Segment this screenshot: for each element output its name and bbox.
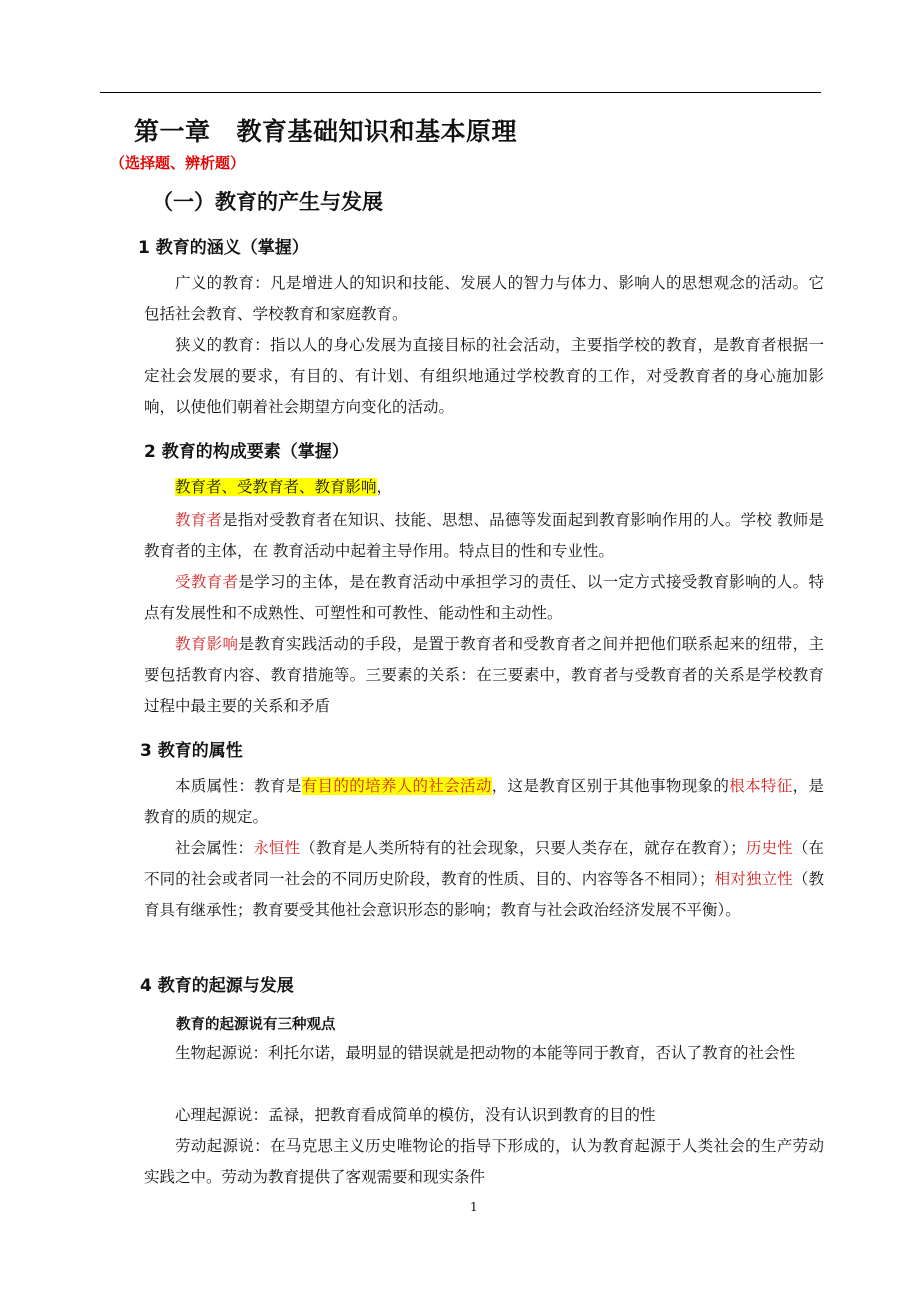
paragraph-psychological-origin: 心理起源说：孟禄，把教育看成简单的模仿，没有认识到教育的目的性 — [175, 1106, 656, 1124]
highlight-social-activity: 社会活动 — [428, 777, 492, 795]
paragraph-elements: 教育者、受教育者、教育影响， — [175, 478, 393, 496]
paragraph-educator: 教育者是指对受教育者在知识、技能、思想、品德等发面起到教育影响作用的人。学校 教师是教育者的主体，在 教育活动中起着主导作用。特点目的性和专业性。 — [144, 511, 824, 560]
chapter-heading — [134, 112, 517, 148]
term-fundamental-feature: 根本特征 — [729, 777, 793, 795]
paragraph-learner: 受教育者是学习的主体，是在教育活动中承担学习的责任、以一定方式接受教育影响的人。特点有发展性和不成熟性、可塑性和可教性、能动性和主动性。 — [144, 573, 824, 622]
term-influence: 教育影响 — [175, 635, 239, 653]
heading-origin: 4 教育的起源与发展 — [140, 976, 294, 996]
heading-components: 2 教育的构成要素（掌握） — [144, 442, 349, 462]
paragraph-influence: 教育影响是教育实践活动的手段，是置于教育者和受教育者之间并把他们联系起来的纽带，主要包括教育内容、教育措施等。三要素的关系：在三要素中，教育者与受教育者的关系是学校教育过程中最主要的关系和矛盾 — [144, 635, 824, 715]
term-educator: 教育者 — [175, 511, 223, 529]
paragraph-labor-origin: 劳动起源说：在马克思主义历史唯物论的指导下形成的，认为教育起源于人类社会的生产劳动实践之中。劳动为教育提供了客观需要和现实条件 — [144, 1137, 824, 1186]
page-number: 1 — [470, 1200, 478, 1214]
header-rule — [100, 92, 821, 93]
term-relative-independence: 相对独立性 — [714, 870, 793, 888]
chapter-number: 第一章 — [134, 117, 211, 146]
chapter-name: 教育基础知识和基本原理 — [236, 117, 518, 146]
highlight-purposeful: 有目的的培养人的 — [301, 777, 429, 795]
subheading-origin-theories: 教育的起源说有三种观点 — [176, 1017, 336, 1033]
section-title: （一）教育的产生与发展 — [152, 189, 383, 214]
heading-definition: 1 教育的涵义（掌握） — [138, 238, 309, 258]
paragraph-essence: 本质属性：教育是有目的的培养人的社会活动，这是教育区别于其他事物现象的根本特征，是教育的质的规定。 — [144, 777, 824, 826]
paragraph-biological-origin: 生物起源说：利托尔诺，最明显的错误就是把动物的本能等同于教育，否认了教育的社会性 — [175, 1044, 796, 1062]
question-types: （选择题、辨析题） — [110, 154, 246, 172]
term-learner: 受教育者 — [175, 573, 239, 591]
term-eternity: 永恒性 — [253, 839, 301, 857]
highlight-elements: 教育者、受教育者、教育影响 — [175, 478, 377, 496]
paragraph-social-attributes: 社会属性：永恒性（教育是人类所特有的社会现象，只要人类存在，就存在教育）；历史性（在不同的社会或者同一社会的不同历史阶段，教育的性质、目的、内容等各不相同）；相对独立性（教育具有继承性；教育要受其他社会意识形态的影响；教育与社会政治经济发展不平衡）。 — [144, 839, 824, 919]
term-historicity: 历史性 — [745, 839, 793, 857]
heading-attributes: 3 教育的属性 — [140, 741, 243, 761]
paragraph-broad-education: 广义的教育：凡是增进人的知识和技能、发展人的智力与体力、影响人的思想观念的活动。它包括社会教育、学校教育和家庭教育。 — [144, 274, 824, 323]
paragraph-narrow-education: 狭义的教育：指以人的身心发展为直接目标的社会活动，主要指学校的教育，是教育者根据一定社会发展的要求，有目的、有计划、有组织地通过学校教育的工作，对受教育者的身心施加影响，以使他们朝着社会期望方向变化的活动。 — [144, 336, 824, 416]
